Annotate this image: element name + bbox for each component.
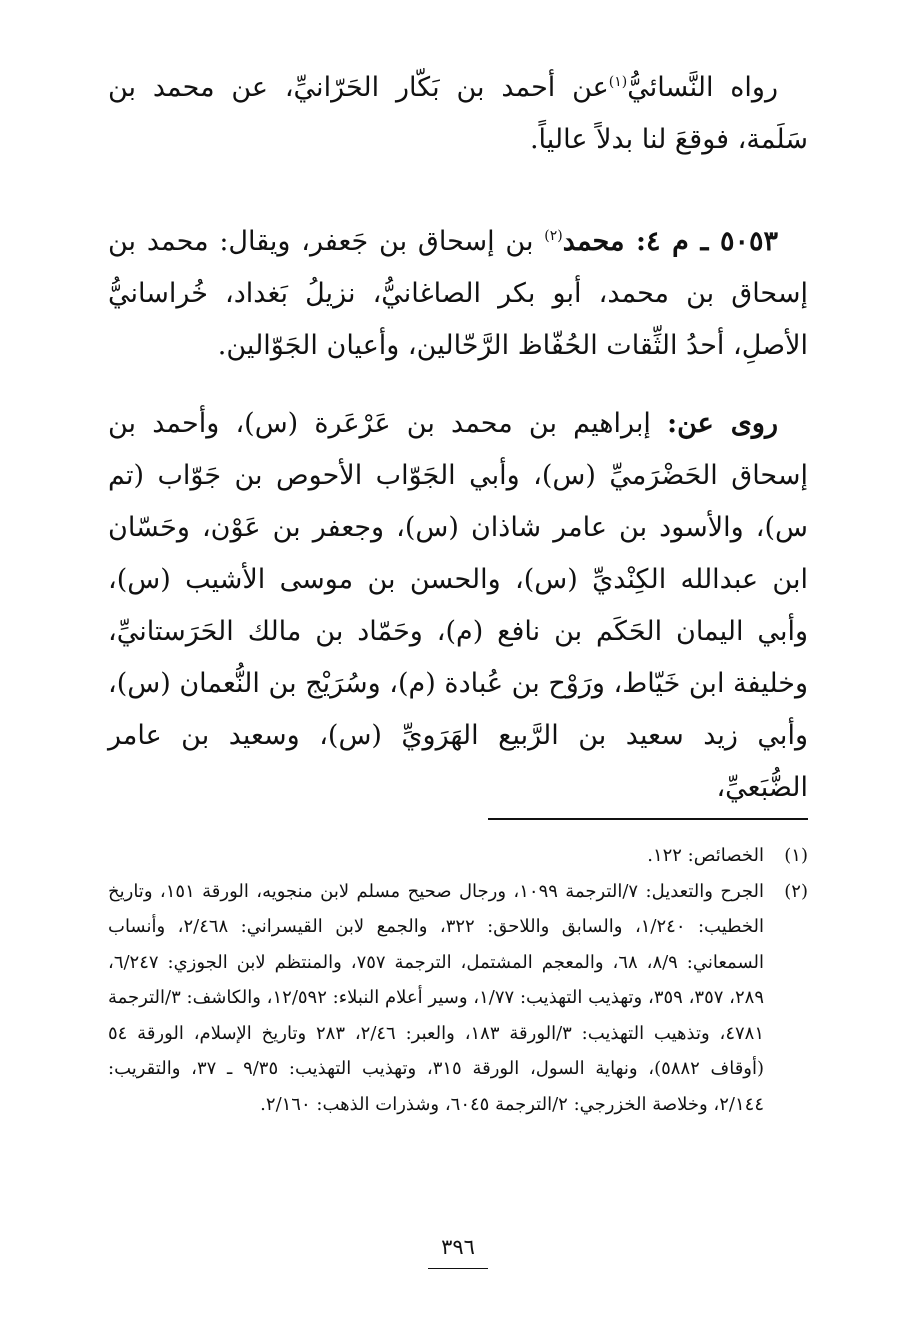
main-text	[108, 62, 808, 814]
narrators-label: روى عن:	[667, 408, 778, 439]
footnote-1	[108, 838, 808, 874]
opening-text-end: عن أحمد بن بَكّار الحَرّانيِّ، عن محمد بن سَلَمة، فوقعَ لنا بدلاً عالياً.	[108, 72, 808, 155]
entry-text: بن إسحاق بن جَعفر، ويقال: محمد بن إسحاق بن محمد، أبو بكر الصاغانيُّ، نزيلُ بَغداد، خُراسانيُّ الأصلِ، أحدُ الثِّقات الحُفّاظ الرَّحّالين، وأعيان الجَوّالين.	[108, 226, 808, 361]
entry-paragraph	[108, 216, 808, 372]
opening-text-start: رواه النَّسائيُّ	[627, 72, 778, 103]
footnote-2	[108, 874, 808, 1123]
narrators-text: إبراهيم بن محمد بن عَرْعَرة (س)، وأحمد بن إسحاق الحَضْرَميِّ (س)، وأبي الجَوّاب الأحوص بن جَوّاب (تم س)، والأسود بن عامر شاذان (س)، وجعفر بن عَوْن، وحَسّان ابن عبدالله الكِنْديِّ (س)، والحسن بن موسى الأشيب (س)، وأبي اليمان الحَكَم بن نافع (م)، وحَمّاد بن مالك الحَرَستانيِّ، وخليفة ابن خَيّاط، ورَوْح بن عُبادة (م)، وسُرَيْج بن النُّعمان (س)، وأبي زيد سعيد بن الرَّبيع الهَرَويِّ (س)، وسعيد بن عامر الضُّبَعيِّ،	[108, 408, 808, 803]
footnote-text: الجرح والتعديل: ٧/الترجمة ١٠٩٩، ورجال صحيح مسلم لابن منجويه، الورقة ١٥١، وتاريخ الخطيب: ١/٢٤٠، والسابق واللاحق: ٣٢٢، والجمع لابن القيسراني: ٢/٤٦٨، وأنساب السمعاني: ٨/٩، ٦٨، والمعجم المشتمل، الترجمة ٧٥٧، والمنتظم لابن الجوزي: ٦/٢٤٧، ٢٨٩، ٣٥٧، ٣٥٩، وتهذيب التهذيب: ١/٧٧، وسير أعلام النبلاء: ١٢/٥٩٢، والكاشف: ٣/الترجمة ٤٧٨١، وتذهيب التهذيب: ٣/الورقة ١٨٣، والعبر: ٢/٤٦، ٢٨٣ وتاريخ الإسلام، الورقة ٥٤ (أوقاف ٥٨٨٢)، ونهاية السول، الورقة ٣١٥، وتهذيب التهذيب: ٩/٣٥ ـ ٣٧، والتقريب: ٢/١٤٤، وخلاصة الخزرجي: ٢/الترجمة ٦٠٤٥، وشذرات الذهب: ٢/١٦٠.	[108, 880, 765, 1115]
footnote-ref-2[interactable]: (٢)	[544, 228, 563, 244]
footnotes	[108, 838, 808, 1122]
footnote-divider	[488, 818, 808, 820]
page-number-underline	[428, 1268, 488, 1269]
footnote-text: الخصائص: ١٢٢.	[647, 845, 764, 866]
page-number: ٣٩٦	[441, 1235, 475, 1259]
footnote-number: (٢)	[784, 880, 808, 902]
narrators-paragraph	[108, 398, 808, 814]
entry-heading: ٥٠٥٣ ـ م ٤: محمد	[562, 226, 778, 257]
footnote-ref-1[interactable]: (١)	[608, 74, 628, 90]
opening-paragraph	[108, 62, 808, 166]
footnote-number: (١)	[784, 845, 808, 866]
